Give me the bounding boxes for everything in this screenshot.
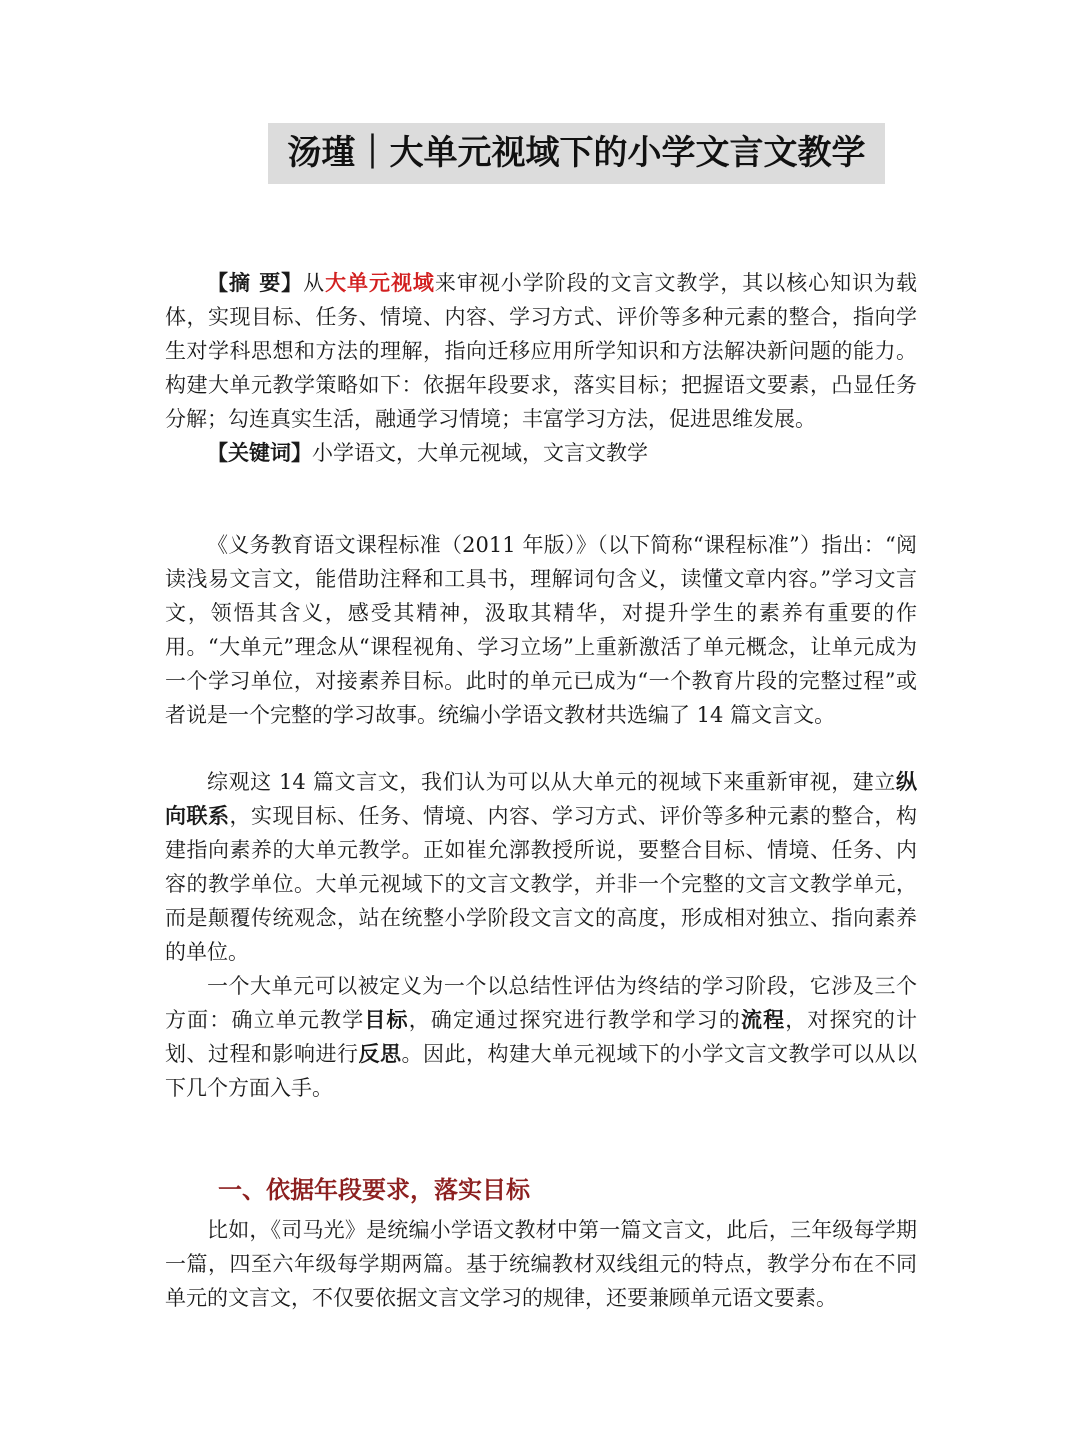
title-highlight-box [268, 123, 885, 184]
paragraph-span: 综观这 14 篇文言文，我们认为可以从大单元的视域下来重新审视，建立 [207, 770, 896, 794]
body-paragraph-2 [165, 765, 917, 969]
bold-term-reflection: 反思 [358, 1041, 402, 1066]
paragraph-text [165, 765, 917, 969]
paragraph-text [165, 969, 917, 1105]
abstract-pre: 从 [303, 271, 326, 295]
paragraph-span: ，实现目标、任务、情境、内容、学习方式、评价等多种元素的整合，构建指向素养的大单元教学。正如崔允漷教授所说，要整合目标、情境、任务、内容的教学单位。大单元视域下的文言文教学，并非一个完整的文言文教学单元，而是颠覆传统观念，站在统整小学阶段文言文的高度，形成相对独立、指向素养的单位。 [165, 804, 917, 964]
section-heading-1: 一、依据年段要求，落实目标 [218, 1175, 530, 1204]
keywords-block [165, 436, 917, 470]
abstract-label: 【摘 要】 [207, 270, 304, 295]
paragraph-text: 比如，《司马光》是统编小学语文教材中第一篇文言文，此后，三年级每学期一篇，四至六年级每学期两篇。基于统编教材双线组元的特点，教学分布在不同单元的文言文，不仅要依据文言文学习的规律，还要兼顾单元语文要素。 [165, 1218, 917, 1310]
bold-term-vertical-link: 纵向联系 [165, 769, 917, 828]
abstract-block [165, 266, 917, 436]
paragraph-span: 一个大单元可以被定义为一个以总结性评估为终结的学习阶段，它涉及三个方面：确立单元教学 [165, 974, 917, 1032]
paragraph-text: 《义务教育语文课程标准（2011 年版）》（以下简称“课程标准”）指出：“阅读浅易文言文，能借助注释和工具书，理解词句含义，读懂文章内容。”学习文言文，领悟其含义，感受其精神，汲取其精华，对提升学生的素养有重要的作用。“大单元”理念从“课程视角、学习立场”上重新激活了单元概念，让单元成为一个学习单位，对接素养目标。此时的单元已成为“一个教育片段的完整过程”或者说是一个完整的学习故事。统编小学语文教材共选编了 14 篇文言文。 [165, 533, 917, 727]
abstract-paragraph [165, 266, 917, 436]
body-paragraph-4 [165, 1213, 917, 1315]
paragraph-span: ，对探究的计划、过程和影响进行 [165, 1008, 918, 1066]
paragraph-span: ，确定通过探究进行教学和学习的 [408, 1008, 741, 1032]
bold-term-process: 流程 [740, 1007, 786, 1032]
page-title: 汤瑾｜大单元视域下的小学文言文教学 [287, 133, 866, 173]
abstract-text: 来审视小学阶段的文言文教学，其以核心知识为载体，实现目标、任务、情境、内容、学习方式、评价等多种元素的整合，指向学生对学科思想和方法的理解，指向迁移应用所学知识和方法解决新问题的能力。构建大单元教学策略如下：依据年段要求，落实目标；把握语文要素，凸显任务分解；勾连真实生活，融通学习情境；丰富学习方法，促进思维发展。 [165, 271, 918, 431]
abstract-highlight: 大单元视域 [325, 270, 435, 295]
keywords-label: 【关键词】 [207, 440, 312, 465]
body-paragraph-1 [165, 528, 917, 732]
body-paragraph-3 [165, 969, 917, 1105]
keywords-paragraph [165, 436, 917, 470]
paragraph-span: 。因此，构建大单元视域下的小学文言文教学可以从以下几个方面入手。 [165, 1042, 917, 1100]
bold-term-goal: 目标 [364, 1007, 409, 1032]
keywords-text: 小学语文，大单元视域，文言文教学 [312, 441, 648, 465]
